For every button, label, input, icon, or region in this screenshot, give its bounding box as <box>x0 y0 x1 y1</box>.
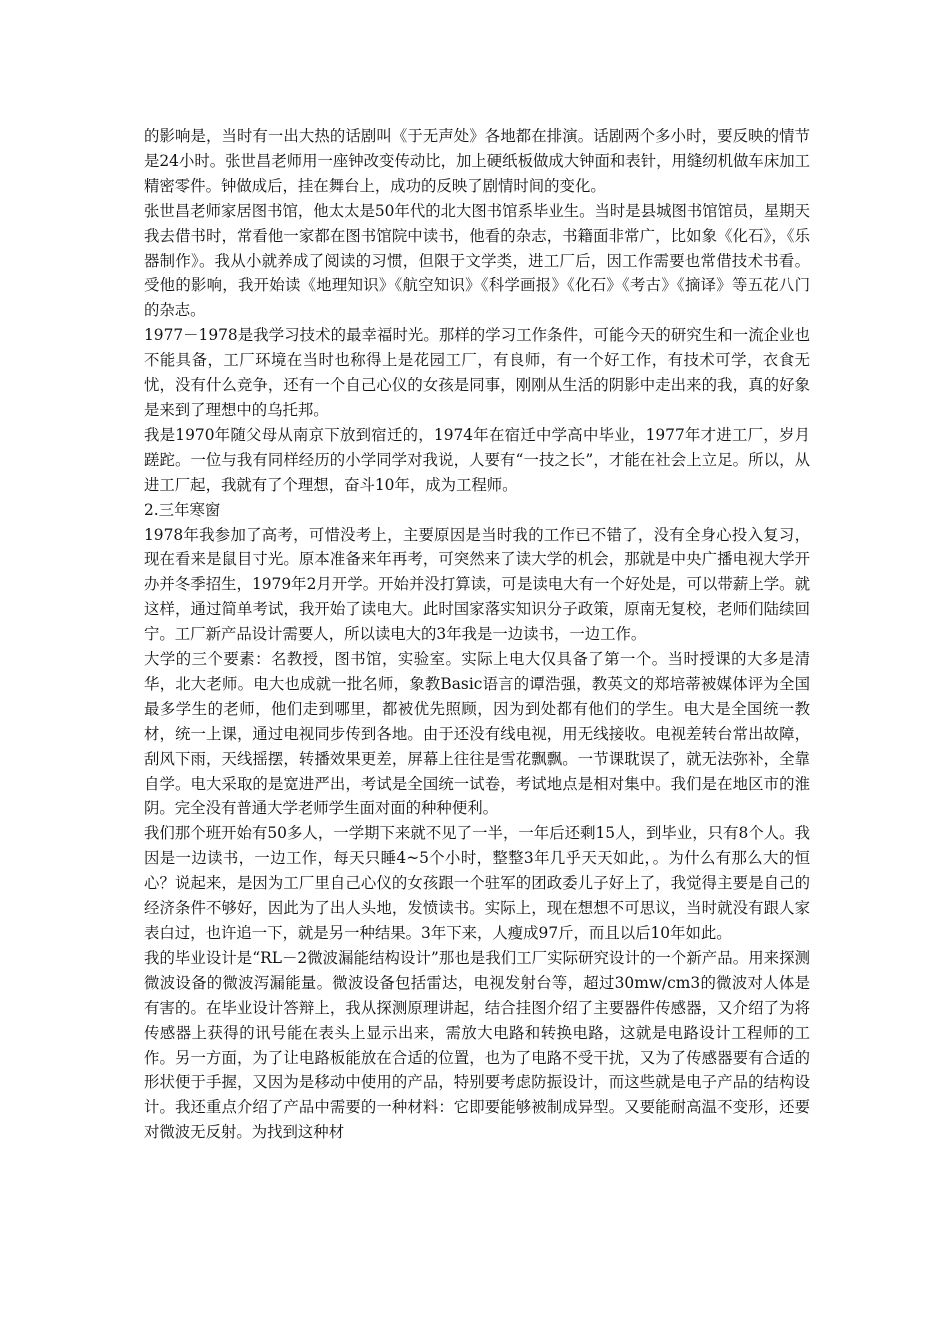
paragraph-4: 我是1970年随父母从南京下放到宿迁的，1974年在宿迁中学高中毕业，1977年才进工厂，岁月蹉跎。一位与我有同样经历的小学同学对我说，人要有“一技之长”，才能在社会上立足。所以，从进工厂起，我就有了个理想，奋斗10年，成为工程师。 <box>144 425 810 494</box>
paragraph-5: 1978年我参加了高考，可惜没考上，主要原因是当时我的工作已不错了，没有全身心投入复习，现在看来是鼠目寸光。原本准备来年再考，可突然来了读大学的机会，那就是中央广播电视大学开办并冬季招生，1979年2月开学。开始并没打算读，可是读电大有一个好处是，可以带薪上学。就这样，通过简单考试，我开始了读电大。此时国家落实知识分子政策，原南无复校，老师们陆续回宁。工厂新产品设计需要人，所以读电大的3年我是一边读书，一边工作。 <box>144 525 810 644</box>
paragraph-6: 大学的三个要素：名教授，图书馆，实验室。实际上电大仅具备了第一个。当时授课的大多是清华，北大老师。电大也成就一批名师，象教Basic语言的谭浩强，教英文的郑培蒂被媒体评为全国最多学生的老师，他们走到哪里，都被优先照顾，因为到处都有他们的学生。电大是全国统一教材，统一上课，通过电视同步传到各地。由于还没有线电视，用无线接收。电视差转台常出故障，刮风下雨，天线摇摆，转播效果更差，屏幕上往往是雪花飘飘。一节课耽误了，就无法弥补，全靠自学。电大采取的是宽进严出，考试是全国统一试卷，考试地点是相对集中。我们是在地区市的淮阴。完全没有普通大学老师学生面对面的种种便利。 <box>144 650 810 818</box>
paragraph-1: 的影响是，当时有一出大热的话剧叫《于无声处》各地都在排演。话剧两个多小时，要反映的情节是24小时。张世昌老师用一座钟改变传动比，加上硬纸板做成大钟面和表针，用缝纫机做车床加工精密零件。钟做成后，挂在舞台上，成功的反映了剧情时间的变化。 <box>144 127 810 195</box>
paragraph-3: 1977－1978是我学习技术的最幸福时光。那样的学习工作条件，可能今天的研究生和一流企业也不能具备，工厂环境在当时也称得上是花园工厂，有良师，有一个好工作，有技术可学，衣食无忧，没有什么竞争，还有一个自己心仪的女孩是同事，刚刚从生活的阴影中走出来的我，真的好象是来到了理想中的乌托邦。 <box>144 326 810 419</box>
document-page <box>144 124 810 1145</box>
paragraph-2: 张世昌老师家居图书馆，他太太是50年代的北大图书馆系毕业生。当时是县城图书馆馆员，星期天我去借书时，常看他一家都在图书馆院中读书，他看的杂志，书籍面非常广，比如象《化石》，《乐器制作》。我从小就养成了阅读的习惯，但限于文学类，进工厂后，因工作需要也常借技术书看。受他的影响，我开始读《地理知识》《航空知识》《科学画报》《化石》《考古》《摘译》等五花八门的杂志。 <box>144 201 810 320</box>
paragraph-8: 我的毕业设计是“RL－2微波漏能结构设计”那也是我们工厂实际研究设计的一个新产品。用来探测微波设备的微波泻漏能量。微波设备包括雷达，电视发射台等，超过30mw/cm3的微波对人体是有害的。在毕业设计答辩上，我从探测原理讲起，结合挂图介绍了主要器件传感器，又介绍了为将传感器上获得的讯号能在表头上显示出来，需放大电路和转换电路，这就是电路设计工程师的工作。另一方面，为了让电路板能放在合适的位置，也为了电路不受干扰，又为了传感器要有合适的形状便于手握，又因为是移动中使用的产品，特别要考虑防振设计，而这些就是电子产品的结构设计。我还重点介绍了产品中需要的一种材料：它即要能够被制成异型。又要能耐高温不变形，还要对微波无反射。为找到这种材 <box>144 948 810 1142</box>
section-heading: 2.三年寒窗 <box>144 500 221 519</box>
paragraph-7: 我们那个班开始有50多人，一学期下来就不见了一半，一年后还剩15人，到毕业，只有8个人。我因是一边读书，一边工作，每天只睡4~5个小时，整整3年几乎天天如此，。为什么有那么大的恒心？说起来，是因为工厂里自己心仪的女孩跟一个驻军的团政委儿子好上了，我觉得主要是自己的经济条件不够好，因此为了出人头地，发愤读书。实际上，现在想想不可思议，当时就没有跟人家表白过，也许追一下，就是另一种结果。3年下来，人瘦成97斤，而且以后10年如此。 <box>144 824 810 942</box>
